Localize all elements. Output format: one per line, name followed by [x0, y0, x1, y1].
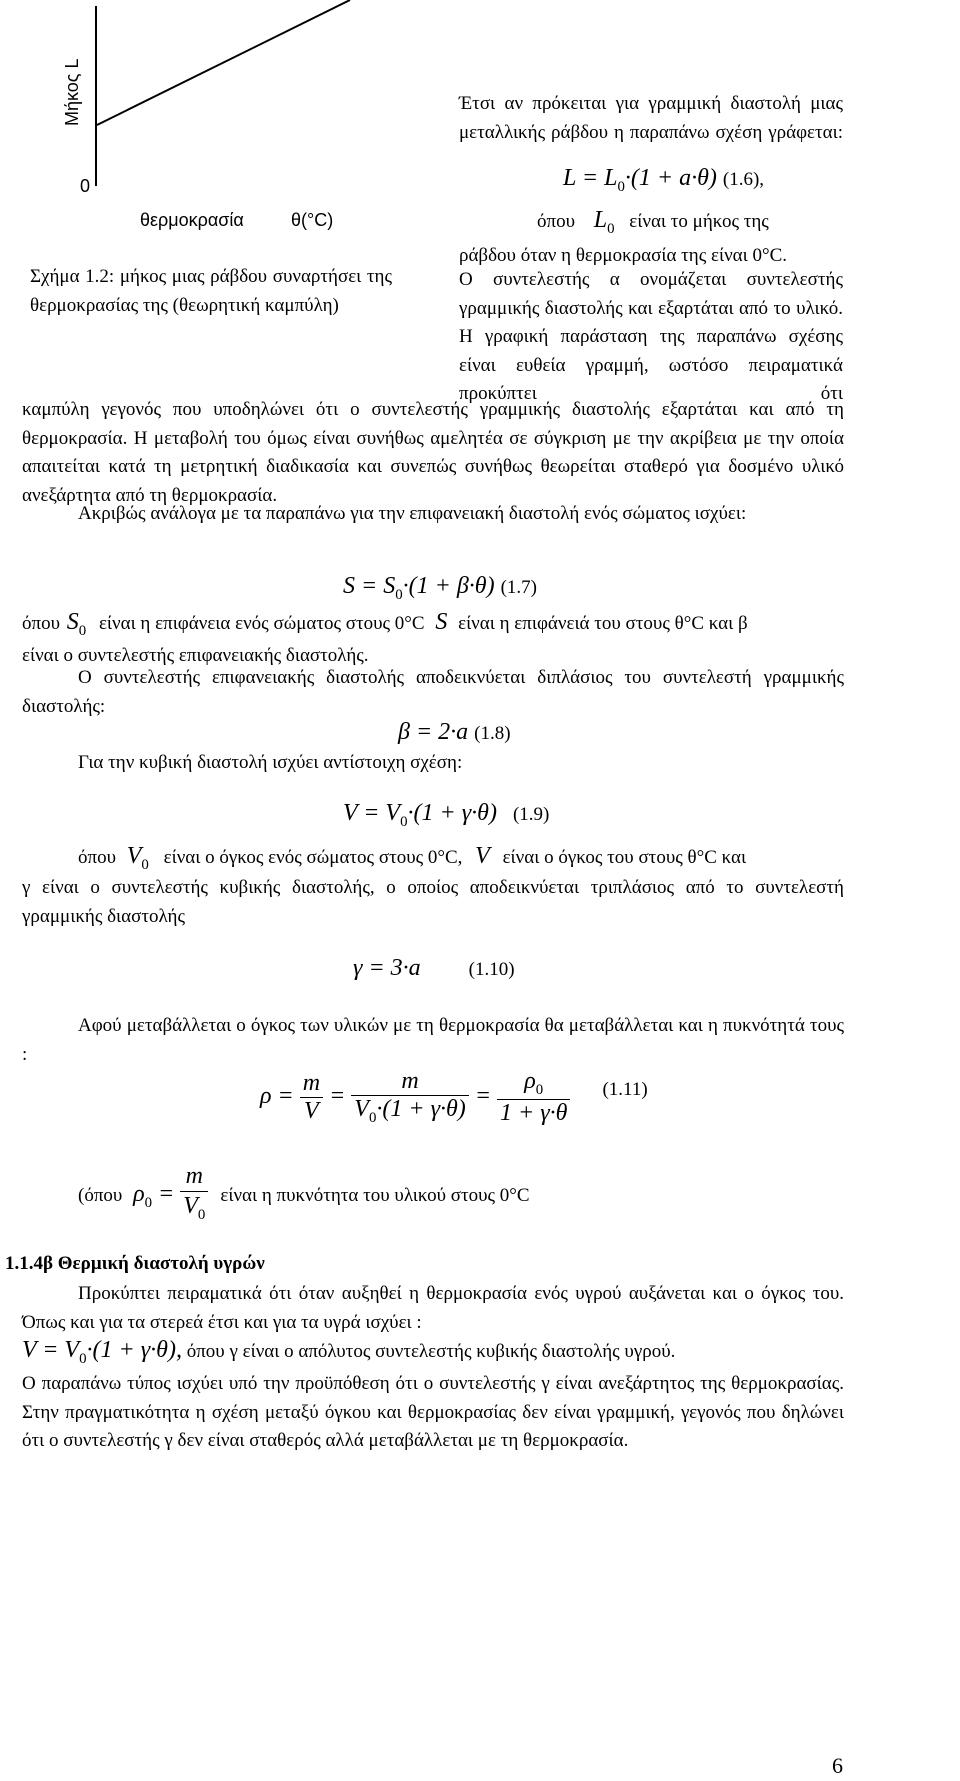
- density-intro: Αφού μεταβάλλεται ο όγκος των υλικών με τη θερμοκρασία θα μεταβάλλεται και η πυκνότητά τους :: [22, 1015, 844, 1065]
- coefficient-a-paragraph: Ο συντελεστής α ονομάζεται συντελεστής γραμμικής διαστολής και εξαρτάται από το υλικό. Η γραφική παράσταση της παραπάνω σχέσης είναι ευθεία γραμμή, ωστόσο πειραματικά προκύπτει ότι: [459, 269, 843, 404]
- surface-intro: Ακριβώς ανάλογα με τα παραπάνω για την επιφανειακή διαστολή ενός σώματος ισχύει:: [78, 503, 747, 524]
- x-axis-label: θερμοκρασία: [140, 210, 244, 230]
- length-line: [97, 0, 350, 125]
- cubic-intro: Για την κυβική διαστολή ισχύει αντίστοιχη σχέση:: [78, 752, 463, 773]
- x-axis-unit: θ(°C): [291, 210, 334, 230]
- where-S-cont: είναι ο συντελεστής επιφανειακής διαστολής.: [22, 645, 369, 666]
- equation-number: (1.6),: [722, 169, 765, 190]
- where-V-cont: γ είναι ο συντελεστής κυβικής διαστολής, ο οποίος αποδεικνύεται τριπλάσιος από το συντελεστή γραμμικής διαστολής: [22, 877, 844, 927]
- y-axis-label: Μήκος L: [62, 58, 82, 126]
- beta-intro: Ο συντελεστής επιφανειακής διαστολής αποδεικνύεται διπλάσιος του συντελεστή γραμμικής διαστολής:: [22, 667, 844, 717]
- liquids-paragraph-2: Ο παραπάνω τύπος ισχύει υπό την προϋπόθεση ότι ο συντελεστής γ είναι ανεξάρτητος της θερμοκρασίας. Στην πραγματικότητα η σχέση μεταξύ όγκου και θερμοκρασίας δεν είναι γραμμική, γεγονός που δηλώνει ότι ο συντελεστής γ δεν είναι σταθερός αλλά μεταβάλλεται με τη θερμοκρασία.: [22, 1373, 844, 1451]
- equation-1-8: β = 2·a (1.8): [398, 719, 511, 745]
- density-definition: (όπου $\rho_0$ = $\frac{m}{V_0}$ είναι η πυκνότητα του υλικού στους 0°C: [78, 1162, 530, 1229]
- equation-1-11: ρ = $\frac{m}{V}$ = $\frac{m}{V_0\cdot(1 + \gamma\cdot\theta)}$ = $\frac{\rho_0}{1 + \gamma\cdot\theta}$ $^{(1.11)}$: [260, 1068, 648, 1126]
- rod-temperature-line: ράβδου όταν η θερμοκρασία της είναι 0°C.: [459, 245, 788, 266]
- where-S-line: όπου $S_0$ είναι η επιφάνεια ενός σώματος στους 0°C S είναι η επιφάνειά του στους θ°C και β: [22, 609, 748, 639]
- equation-1-9: $V = V_0\cdot(1 + \gamma\cdot\theta)$ (1.9): [343, 800, 550, 830]
- page-number: 6: [832, 1753, 843, 1778]
- coefficient-a-continuation: καμπύλη γεγονός που υποδηλώνει ότι ο συντελεστής γραμμικής διαστολής εξαρτάται και από τη θερμοκρασία. Η μεταβολή του όμως είναι συνήθως αμελητέα σε σύγκριση με την ακρίβεια με την οποία απαιτείται κατά τη μετρητική διαδικασία και συνεπώς συνήθως θεωρείται σταθερό για δοσμένο υλικό ανεξάρτητα από τη θερμοκρασία.: [22, 399, 844, 506]
- where-V-line: όπου $V_0$ είναι ο όγκος ενός σώματος στους 0°C, V είναι ο όγκος του στους θ°C και: [78, 843, 747, 873]
- origin-label: 0: [80, 176, 91, 196]
- equation-1-6: $L = L_0\cdot(1 + a\cdot\theta)$ (1.6),: [563, 165, 765, 195]
- intro-right-paragraph: Έτσι αν πρόκειται για γραμμική διαστολή μιας μεταλλικής ράβδου η παραπάνω σχέση γράφεται:: [459, 93, 843, 143]
- liquids-equation-line: $V = V_0\cdot(1 + \gamma\cdot\theta)$, όπου γ είναι ο απόλυτος συντελεστής κυβικής διαστολής υγρού.: [22, 1337, 676, 1367]
- equation-1-7: $S = S_0\cdot(1 + \beta\cdot\theta)$ (1.7): [343, 573, 537, 603]
- liquids-paragraph-1: Προκύπτει πειραματικά ότι όταν αυξηθεί η θερμοκρασία ενός υγρού αυξάνεται και ο όγκος του. Όπως και για τα στερεά έτσι και για τα υγρά ισχύει :: [22, 1283, 844, 1333]
- figure-caption: Σχήμα 1.2: μήκος μιας ράβδου συναρτήσει της θερμοκρασίας της (θεωρητική καμπύλη): [30, 266, 392, 316]
- equation-1-10: γ = 3·a (1.10): [353, 955, 515, 981]
- where-L0-line: όπου $L_0$ είναι το μήκος της: [537, 207, 769, 237]
- length-temperature-graph: [60, 0, 400, 200]
- section-heading: 1.1.4β Θερμική διαστολή υγρών: [5, 1253, 265, 1274]
